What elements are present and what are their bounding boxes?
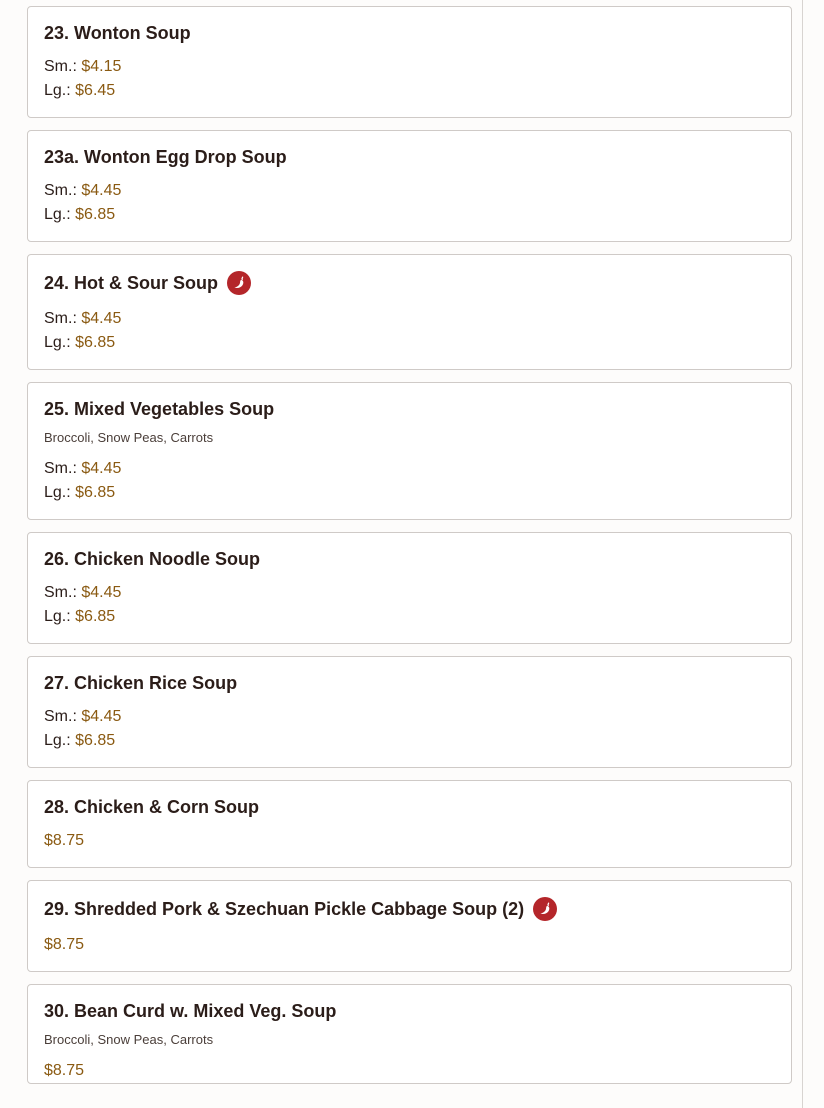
menu-item-title: 23. Wonton Soup: [44, 23, 191, 43]
price-line: [44, 331, 775, 355]
menu-item-description: Broccoli, Snow Peas, Carrots: [44, 1032, 214, 1047]
price-value: $4.45: [81, 182, 122, 199]
menu-item-title-row: [44, 398, 775, 420]
menu-item-card[interactable]: [27, 780, 792, 868]
price-value: $4.45: [81, 310, 122, 327]
menu-item-prices: [44, 581, 775, 629]
price-size-label: Sm.:: [44, 58, 82, 75]
menu-item-title-row: [44, 1000, 775, 1022]
menu-item-title: 30. Bean Curd w. Mixed Veg. Soup: [44, 1001, 337, 1021]
chili-pepper-icon: [227, 271, 251, 295]
menu-item-title-row: [44, 146, 775, 168]
menu-item-description: Broccoli, Snow Peas, Carrots: [44, 430, 214, 445]
price-line: [44, 1059, 775, 1083]
menu-item-title-row: [44, 22, 775, 44]
price-size-label: Sm.:: [44, 460, 82, 477]
menu-item-title-row: [44, 270, 775, 296]
menu-item-card[interactable]: [27, 254, 792, 370]
menu-item-title: 29. Shredded Pork & Szechuan Pickle Cabbage Soup (2): [44, 899, 525, 919]
price-value: $6.85: [75, 484, 116, 501]
menu-item-prices: [44, 705, 775, 753]
menu-item-prices: [44, 55, 775, 103]
price-value: $6.85: [75, 608, 116, 625]
price-size-label: Lg.:: [44, 732, 76, 749]
price-size-label: Lg.:: [44, 608, 76, 625]
price-line: [44, 79, 775, 103]
menu-item-title: 24. Hot & Sour Soup: [44, 273, 219, 293]
menu-item-card[interactable]: [27, 656, 792, 768]
price-value: $4.45: [81, 584, 122, 601]
price-value: $8.75: [44, 1062, 85, 1079]
price-line: [44, 457, 775, 481]
price-value: $6.85: [75, 732, 116, 749]
menu-item-card[interactable]: [27, 6, 792, 118]
menu-item-prices: [44, 307, 775, 355]
chili-pepper-icon: [533, 897, 557, 921]
price-size-label: Sm.:: [44, 182, 82, 199]
price-line: [44, 55, 775, 79]
menu-item-card[interactable]: [27, 532, 792, 644]
price-value: $8.75: [44, 832, 85, 849]
price-size-label: Lg.:: [44, 334, 76, 351]
menu-item-list: [27, 6, 792, 1096]
menu-item-prices: [44, 1059, 775, 1083]
menu-item-title: 26. Chicken Noodle Soup: [44, 549, 261, 569]
price-value: $4.45: [81, 708, 122, 725]
price-value: $6.85: [75, 334, 116, 351]
price-line: [44, 179, 775, 203]
price-value: $6.85: [75, 206, 116, 223]
menu-item-card[interactable]: [27, 382, 792, 520]
menu-item-prices: [44, 829, 775, 853]
menu-item-title: 27. Chicken Rice Soup: [44, 673, 238, 693]
menu-item-prices: [44, 933, 775, 957]
price-size-label: Sm.:: [44, 708, 82, 725]
menu-item-title: 28. Chicken & Corn Soup: [44, 797, 260, 817]
price-line: [44, 605, 775, 629]
menu-item-title-row: [44, 796, 775, 818]
price-line: [44, 829, 775, 853]
price-value: $6.45: [75, 82, 116, 99]
price-line: [44, 481, 775, 505]
price-line: [44, 581, 775, 605]
price-line: [44, 933, 775, 957]
menu-item-card[interactable]: [27, 130, 792, 242]
menu-item-title-row: [44, 548, 775, 570]
price-value: $4.45: [81, 460, 122, 477]
price-value: $4.15: [81, 58, 122, 75]
price-line: [44, 307, 775, 331]
menu-item-title-row: [44, 896, 775, 922]
price-line: [44, 705, 775, 729]
price-size-label: Lg.:: [44, 484, 76, 501]
price-size-label: Lg.:: [44, 206, 76, 223]
menu-item-card[interactable]: [27, 984, 792, 1084]
price-value: $8.75: [44, 936, 85, 953]
menu-item-card[interactable]: [27, 880, 792, 972]
menu-item-title: 25. Mixed Vegetables Soup: [44, 399, 275, 419]
menu-item-prices: [44, 179, 775, 227]
scroll-edge-divider: [802, 0, 803, 1108]
price-size-label: Sm.:: [44, 310, 82, 327]
menu-item-title-row: [44, 672, 775, 694]
price-line: [44, 203, 775, 227]
price-size-label: Lg.:: [44, 82, 76, 99]
price-line: [44, 729, 775, 753]
menu-item-title: 23a. Wonton Egg Drop Soup: [44, 147, 287, 167]
price-size-label: Sm.:: [44, 584, 82, 601]
menu-item-prices: [44, 457, 775, 505]
